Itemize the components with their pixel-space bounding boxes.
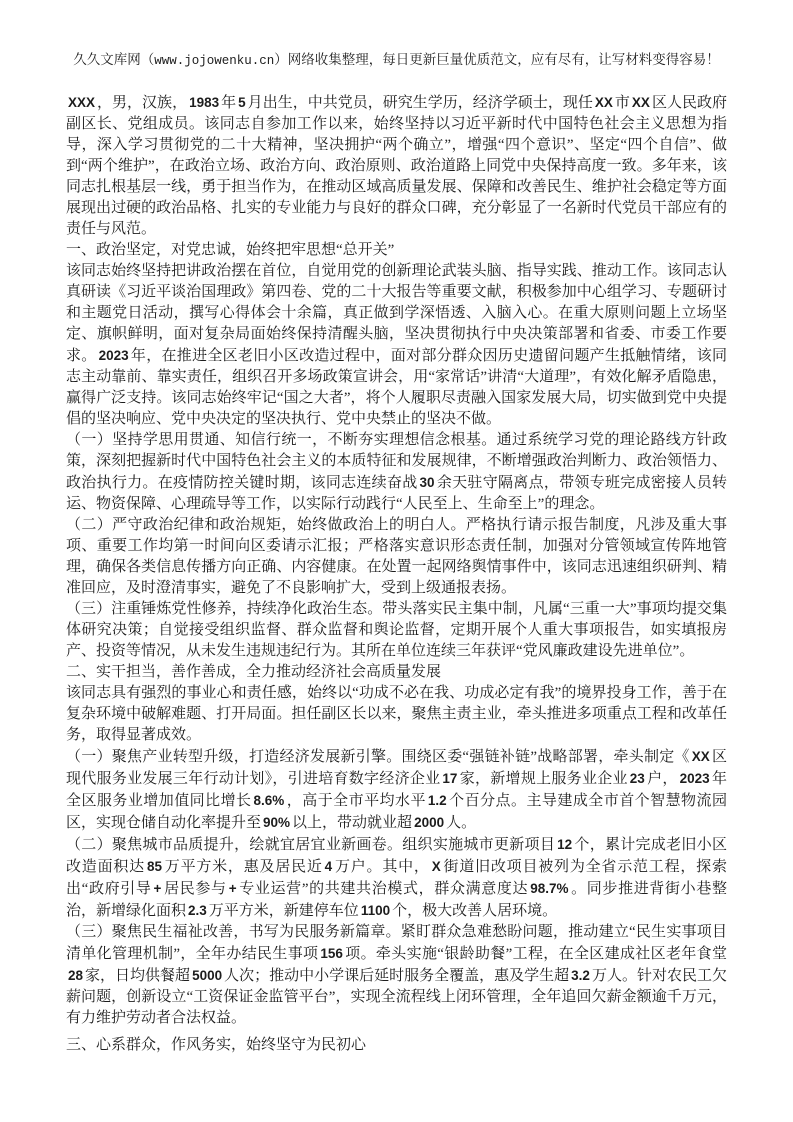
section-2-item-2: （二）聚焦城市品质提升，绘就宜居宜业新画卷。组织实施城市更新项目 12 个，累计完成老旧小区改造面积达 85 万平方米，惠及居民近 4 万户。其中， X 街道旧改项目被列为全省示范工程，探索出“政府引导 + 居民参与 + 专业运营”的共建共治模式，群众满意度达 98.7% 。同步推进背街小巷整治，新增绿化面积 2.3 万平方米，新建停车位 1100 个，极大改善人居环境。 <box>66 837 727 919</box>
section-2-item-3: （三）聚焦民生福祉改善，书写为民服务新篇章。紧盯群众急难愁盼问题，推动建立“民生实事项目清单化管理机制”，全年办结民生事项 156 项。牵头实施“银龄助餐”工程，在全区建成社区老年食堂28 家，日均供餐超 5000 人次；推动中小学课后延时服务全覆盖，惠及学生超 3.2 万人。针对农民工欠薪问题，创新设立“工资保证金监管平台”，实现全流程线上闭环管理，全年追回欠薪金额逾千万元，有力维护劳动者合法权益。 <box>66 924 727 1026</box>
section-1-heading: 一、政治坚定，对党忠诚，始终把牢思想“总开关” <box>66 242 395 258</box>
section-1-paragraph: 该同志始终坚持把讲政治摆在首位，自觉用党的创新理论武装头脑、指导实践、推动工作。该同志认真研读《习近平谈治国理政》第四卷、党的二十大报告等重要文献，积极参加中心组学习、专题研讨和主题党日活动，撰写心得体会十余篇，真正做到学深悟透、入脑入心。在重大原则问题上立场坚定、旗帜鲜明，面对复杂局面始终保持清醒头脑，坚决贯彻执行中央决策部署和省委、市委工作要求。 2023 年，在推进全区老旧小区改造过程中，面对部分群众因历史遗留问题产生抵触情绪，该同志主动靠前、靠实责任，组织召开多场政策宣讲会，用“家常话”讲清“大道理”，有效化解矛盾隐患，赢得广泛支持。该同志始终牢记“国之大者”，将个人履职尽责融入国家发展大局，切实做到党中央提倡的坚决响应、党中央决定的坚决执行、党中央禁止的坚决不做。 <box>66 263 727 427</box>
document-header <box>0 51 793 70</box>
section-1-item-3: （三）注重锤炼党性修养，持续净化政治生态。带头落实民主集中制，凡属“三重一大”事项均提交集体研究决策；自觉接受组织监督、群众监督和舆论监督，定期开展个人重大事项报告，如实填报房产、投资等情况，从未发生违规违纪行为。其所在单位连续三年获评“党风廉政建设先进单位”。 <box>66 601 727 659</box>
section-3-heading: 三、心系群众，作风务实，始终坚守为民初心 <box>66 1037 367 1053</box>
section-1-item-1: （一）坚持学思用贯通、知信行统一，不断夯实理想信念根基。通过系统学习党的理论路线方针政策，深刻把握新时代中国特色社会主义的本质特征和发展规律，不断增强政治判断力、政治领悟力、政治执行力。在疫情防控关键时期，该同志连续奋战 30 余天驻守隔离点，带领专班完成密接人员转运、物资保障、心理疏导等工作，以实际行动践行“人民至上、生命至上”的理念。 <box>66 432 727 512</box>
section-2-paragraph: 该同志具有强烈的事业心和责任感，始终以“功成不必在我、功成必定有我”的境界投身工作，善于在复杂环境中破解难题、打开局面。担任副区长以来，聚焦主责主业，牵头推进多项重点工程和改革任务，取得显著成效。 <box>66 685 727 743</box>
section-1-item-2: （二）严守政治纪律和政治规矩，始终做政治上的明白人。严格执行请示报告制度，凡涉及重大事项、重要工作均第一时间向区委请示汇报；严格落实意识形态责任制，加强对分管领域宣传阵地管理，确保各类信息传播方向正确、内容健康。在处置一起网络舆情事件中，该同志迅速组织研判、精准回应，及时澄清事实，避免了不良影响扩大，受到上级通报表扬。 <box>66 517 727 596</box>
section-2-item-1: （一）聚焦产业转型升级，打造经济发展新引擎。围绕区委“强链补链”战略部署，牵头制定《 XX 区现代服务业发展三年行动计划》，引进培育数字经济企业 17 家，新增规上服务业企业 23 户， 2023 年全区服务业增加值同比增长 8.6% ，高于全市平均水平 1.2 个百分点。主导建成全市首个智慧物流园区，实现仓储自动化率提升至 90% 以上，带动就业超 2000 人。 <box>66 749 727 831</box>
document-body <box>66 92 727 1056</box>
intro-paragraph: XXX ，男，汉族， 1983 年 5 月出生，中共党员，研究生学历，经济学硕士，现任 XX 市 XX 区人民政府副区长、党组成员。该同志自参加工作以来，始终坚持以习近平新时代中国特色社会主义思想为指导，深入学习贯彻党的二十大精神，坚决拥护“两个确立”，增强“四个意识”、坚定“四个自信”、做到“两个维护”，在政治立场、政治方向、政治原则、政治道路上同党中央保持高度一致。多年来，该同志扎根基层一线，勇于担当作为，在推动区域高质量发展、保障和改善民生、维护社会稳定等方面展现出过硬的政治品格、扎实的专业能力与良好的群众口碑，充分彰显了一名新时代党员干部应有的责任与风范。 <box>66 95 727 237</box>
section-2-heading: 二、实干担当，善作善成，全力推动经济社会高质量发展 <box>66 664 442 680</box>
header-watermark-text: 久久文库网（www.jojowenku.cn）网络收集整理，每日更新巨量优质范文，应有尽有，让写材料变得容易！ <box>73 52 720 68</box>
